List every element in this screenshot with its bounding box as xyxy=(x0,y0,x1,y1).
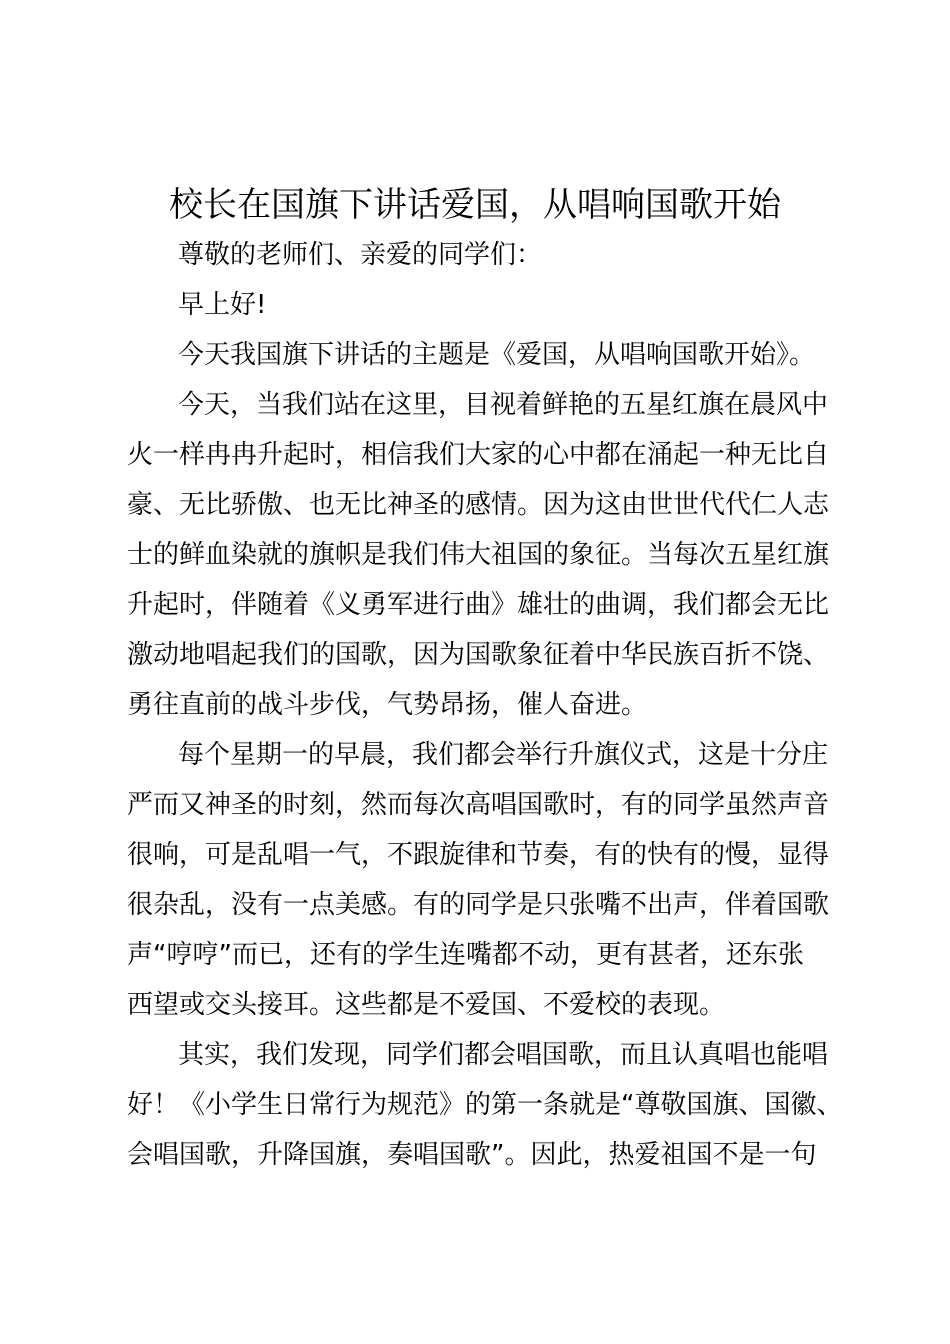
paragraph-line: 豪、无比骄傲、也无比神圣的感情。因为这由世世代代仁人志 xyxy=(127,490,830,520)
paragraph-line: 很杂乱，没有一点美感。有的同学是只张嘴不出声，伴着国歌 xyxy=(127,890,830,920)
paragraph-line: 每个星期一的早晨，我们都会举行升旗仪式，这是十分庄 xyxy=(178,740,829,770)
paragraph-line: 今天，当我们站在这里，目视着鲜艳的五星红旗在晨风中 xyxy=(178,390,829,420)
document-title: 校长在国旗下讲话爱国，从唱响国歌开始 xyxy=(169,185,781,225)
paragraph-line: 严而又神圣的时刻，然而每次高唱国歌时，有的同学虽然声音 xyxy=(127,790,830,820)
greeting: 早上好! xyxy=(178,290,267,320)
paragraph-line: 火一样冉冉升起时，相信我们大家的心中都在涌起一种无比自 xyxy=(127,440,830,470)
paragraph-line: 士的鲜血染就的旗帜是我们伟大祖国的象征。当每次五星红旗 xyxy=(127,540,830,570)
paragraph-line: 勇往直前的战斗步伐，气势昂扬，催人奋进。 xyxy=(127,690,648,720)
paragraph-line: 很响，可是乱唱一气，不跟旋律和节奏，有的快有的慢，显得 xyxy=(127,840,830,870)
paragraph-line: 激动地唱起我们的国歌，因为国歌象征着中华民族百折不饶、 xyxy=(127,640,830,670)
paragraph-line: 声“哼哼”而已，还有的学生连嘴都不动，更有甚者，还东张 xyxy=(127,940,804,970)
paragraph-line: 升起时，伴随着《义勇军进行曲》雄壮的曲调，我们都会无比 xyxy=(127,590,830,620)
paragraph-line: 今天我国旗下讲话的主题是《爱国，从唱响国歌开始》。 xyxy=(178,340,816,370)
paragraph-line: 其实，我们发现，同学们都会唱国歌，而且认真唱也能唱 xyxy=(178,1040,829,1070)
salutation: 尊敬的老师们、亲爱的同学们： xyxy=(178,240,543,270)
paragraph-line: 好！《小学生日常行为规范》的第一条就是“尊敬国旗、国徽、 xyxy=(127,1090,843,1120)
paragraph-line: 会唱国歌，升降国旗，奏唱国歌”。因此，热爱祖国不是一句 xyxy=(127,1140,817,1170)
paragraph-line: 西望或交头接耳。这些都是不爱国、不爱校的表现。 xyxy=(127,990,726,1020)
